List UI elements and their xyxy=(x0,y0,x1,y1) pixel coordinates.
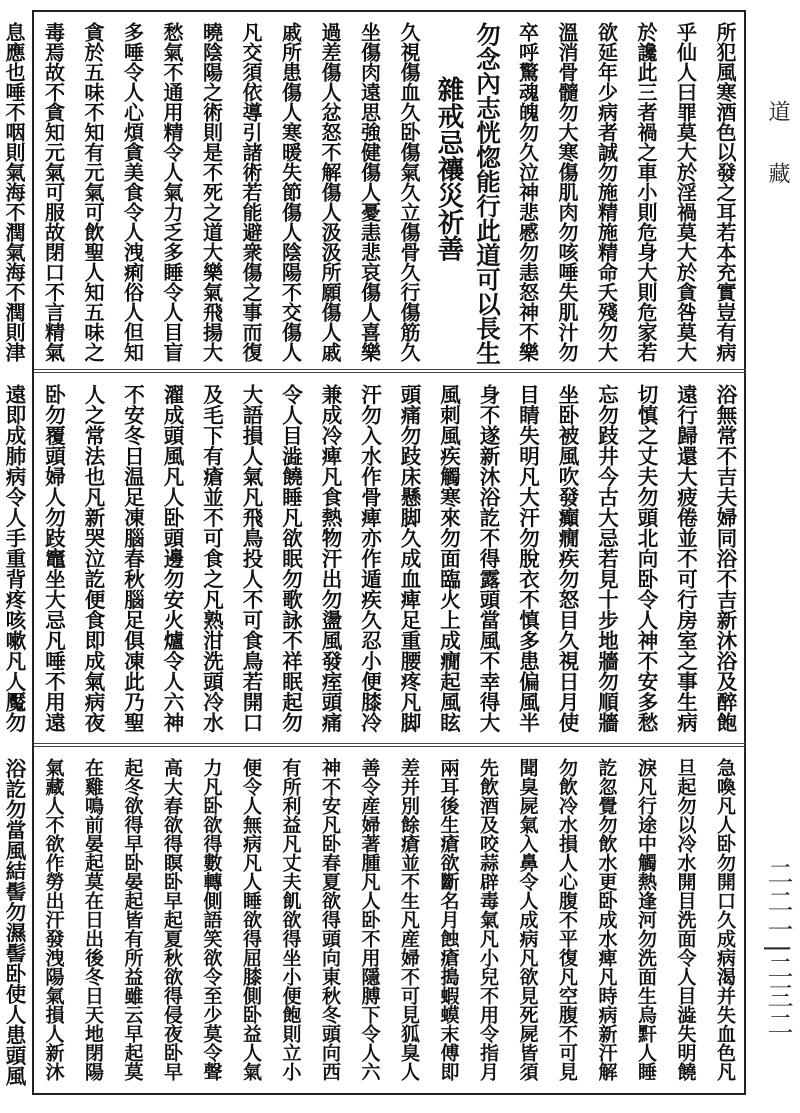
text-column: 貪於五味不知有元氣可飲聖人知五味之 xyxy=(81,22,105,362)
text-column: 溫消骨髓勿大寒傷肌肉勿咳唾失肌汁勿 xyxy=(555,22,579,362)
text-column: 乎仙人曰罪莫大於淫禍莫大於貪咎莫大 xyxy=(673,22,698,362)
text-column: 聞臭屍氣入鼻令人成病凡欲見死屍皆須 xyxy=(516,758,539,1081)
text-column: 多唾令人心煩貪美食令人洩痢俗人但知 xyxy=(120,22,145,362)
text-column: 在雞鳴前晏起莫在日出後冬日天地閉陽 xyxy=(82,758,104,1081)
text-column: 旦起勿以冷水開目洗面令人目澁失明饒 xyxy=(674,758,697,1081)
text-column: 便令人無病凡人睡欲得屈膝側卧益人氣 xyxy=(240,758,262,1081)
text-column: 起冬欲得早卧晏起皆有所益雖云早起莫 xyxy=(121,758,144,1081)
text-column: 所犯風寒酒色以發之耳若本充實豈有病 xyxy=(713,22,737,362)
text-column: 令人目澁饒睡凡欲眠勿歌詠不祥眠起勿 xyxy=(278,384,303,733)
text-panel-bottom xyxy=(2,748,746,1093)
text-column: 急喚凡人卧勿開口久成病渴并失血色凡 xyxy=(714,758,736,1081)
text-column: 勿飲冷水損人心腹不平復凡空腹不可見 xyxy=(556,758,578,1081)
text-column: 久視傷血久卧傷氣久立傷骨久行傷筋久 xyxy=(397,22,421,362)
text-column: 頭痛勿跂床懸脚久成血痺足重腰疼凡脚 xyxy=(397,384,421,733)
text-column: 遠即成肺病令人手重背疼咳嗽凡人魘勿 xyxy=(2,384,26,733)
text-column: 不安冬日温足凍腦春秋腦足俱凍此乃聖 xyxy=(120,384,145,733)
text-column: 勿念內志恍惚能行此道可以長生 xyxy=(473,22,502,365)
text-column: 人之常法也凡新哭泣訖便食即成氣病夜 xyxy=(81,384,105,733)
text-column: 切慎之丈夫勿頭北向卧令人神不安多愁 xyxy=(634,384,658,733)
text-column: 氣藏人不欲作勞出汗發洩陽氣損人新沐 xyxy=(42,758,65,1081)
text-column: 高大春欲得瞑卧早起夏秋欲得侵夜卧早 xyxy=(161,758,183,1081)
text-panel-middle xyxy=(2,374,746,744)
text-column: 忘勿跂井今古大忌若見十步地牆勿順牆 xyxy=(594,384,619,733)
text-column: 汗勿入水作骨痺亦作遁疾久忍小便膝冷 xyxy=(357,384,382,733)
text-column: 浴訖勿當風結髻勿濕髻卧使人患頭風 xyxy=(2,758,26,1086)
text-column: 濯成頭風凡人卧頭邊勿安火爐令人六神 xyxy=(160,384,184,733)
book-title: 道藏 xyxy=(765,100,790,224)
text-column: 先飲酒及咬蒜辟毒氣凡小兒不用令指月 xyxy=(477,758,499,1081)
text-column: 浴無常不吉夫婦同浴不吉新沐浴及醉飽 xyxy=(713,384,737,733)
text-column: 曉陰陽之術則是不死之道大樂氣飛揚大 xyxy=(199,22,224,362)
text-column: 訖忽覺勿飲水更卧成水痺凡時病新汗解 xyxy=(595,758,618,1081)
text-column: 有所利益凡丈夫飢欲得坐小便飽則立小 xyxy=(279,758,302,1081)
page-number: 二二一|二三二 xyxy=(763,860,793,1039)
text-column: 淚凡行途中觸熱逢河勿洗面生烏䵟人睡 xyxy=(635,758,657,1081)
text-column: 及毛下有瘡並不可食之凡熟泔洗頭冷水 xyxy=(199,384,224,733)
text-column: 過差傷人忿怒不解傷人汲汲所願傷人戚 xyxy=(318,22,342,362)
text-column: 卒呼驚魂魄勿久泣神悲慼勿恚怒神不樂 xyxy=(515,22,540,362)
text-column: 兼成冷痺凡食熱物汗出勿盪風發痓頭痛 xyxy=(318,384,342,733)
text-column: 愁氣不通用精令人氣力乏多睡令人目盲 xyxy=(160,22,184,362)
text-column: 於讒此三者禍之車小則危身大則危家若 xyxy=(634,22,658,362)
text-column: 善令産婦著腫凡人卧不用隱膊下令人六 xyxy=(358,758,381,1081)
text-column: 大語損人氣凡飛鳥投人不可食鳥若開口 xyxy=(239,384,263,733)
text-column: 風刺風疾觸寒來勿面臨火上成癇起風眩 xyxy=(436,384,461,733)
text-column: 目睛失明凡大汗勿脫衣不慎多患偏風半 xyxy=(515,384,540,733)
text-column: 遠行歸還大疲倦並不可行房室之事生病 xyxy=(673,384,698,733)
text-column: 凡交須依導引諸術若能避衆傷之事而復 xyxy=(239,22,263,362)
text-column: 雜戒忌禳災祈善 xyxy=(432,76,464,262)
text-column: 神不安凡卧春夏欲得頭向東秋冬頭向西 xyxy=(319,758,341,1081)
text-column: 欲延年少病者誠勿施精施精命夭殘勿大 xyxy=(594,22,619,362)
text-column: 卧勿覆頭婦人勿跂竈坐大忌凡唾不用遠 xyxy=(41,384,66,733)
text-column: 毒焉故不貪知元氣可服故閉口不言精氣 xyxy=(41,22,66,362)
text-panel-top xyxy=(2,12,746,370)
text-column: 息應也唾不咽則氣海不潤氣海不潤則津 xyxy=(2,22,26,362)
text-column: 兩耳後生瘡欲斷名月蝕瘡搗蝦蟆末傅即 xyxy=(437,758,460,1081)
text-column: 差并別餘瘡並不生凡産婦不可見狐臭人 xyxy=(398,758,420,1081)
text-column: 坐傷肉遠思強健傷人憂恚悲哀傷人喜樂 xyxy=(357,22,382,362)
text-column: 坐卧被風吹發癲癇疾勿怒目久視日月使 xyxy=(555,384,579,733)
text-column: 身不遂新沐浴訖不得露頭當風不幸得大 xyxy=(476,384,500,733)
text-column: 力凡卧欲得數轉側語笑欲令至少莫令聲 xyxy=(200,758,223,1081)
text-column: 戚所患傷人寒暖失節傷人陰陽不交傷人 xyxy=(278,22,303,362)
